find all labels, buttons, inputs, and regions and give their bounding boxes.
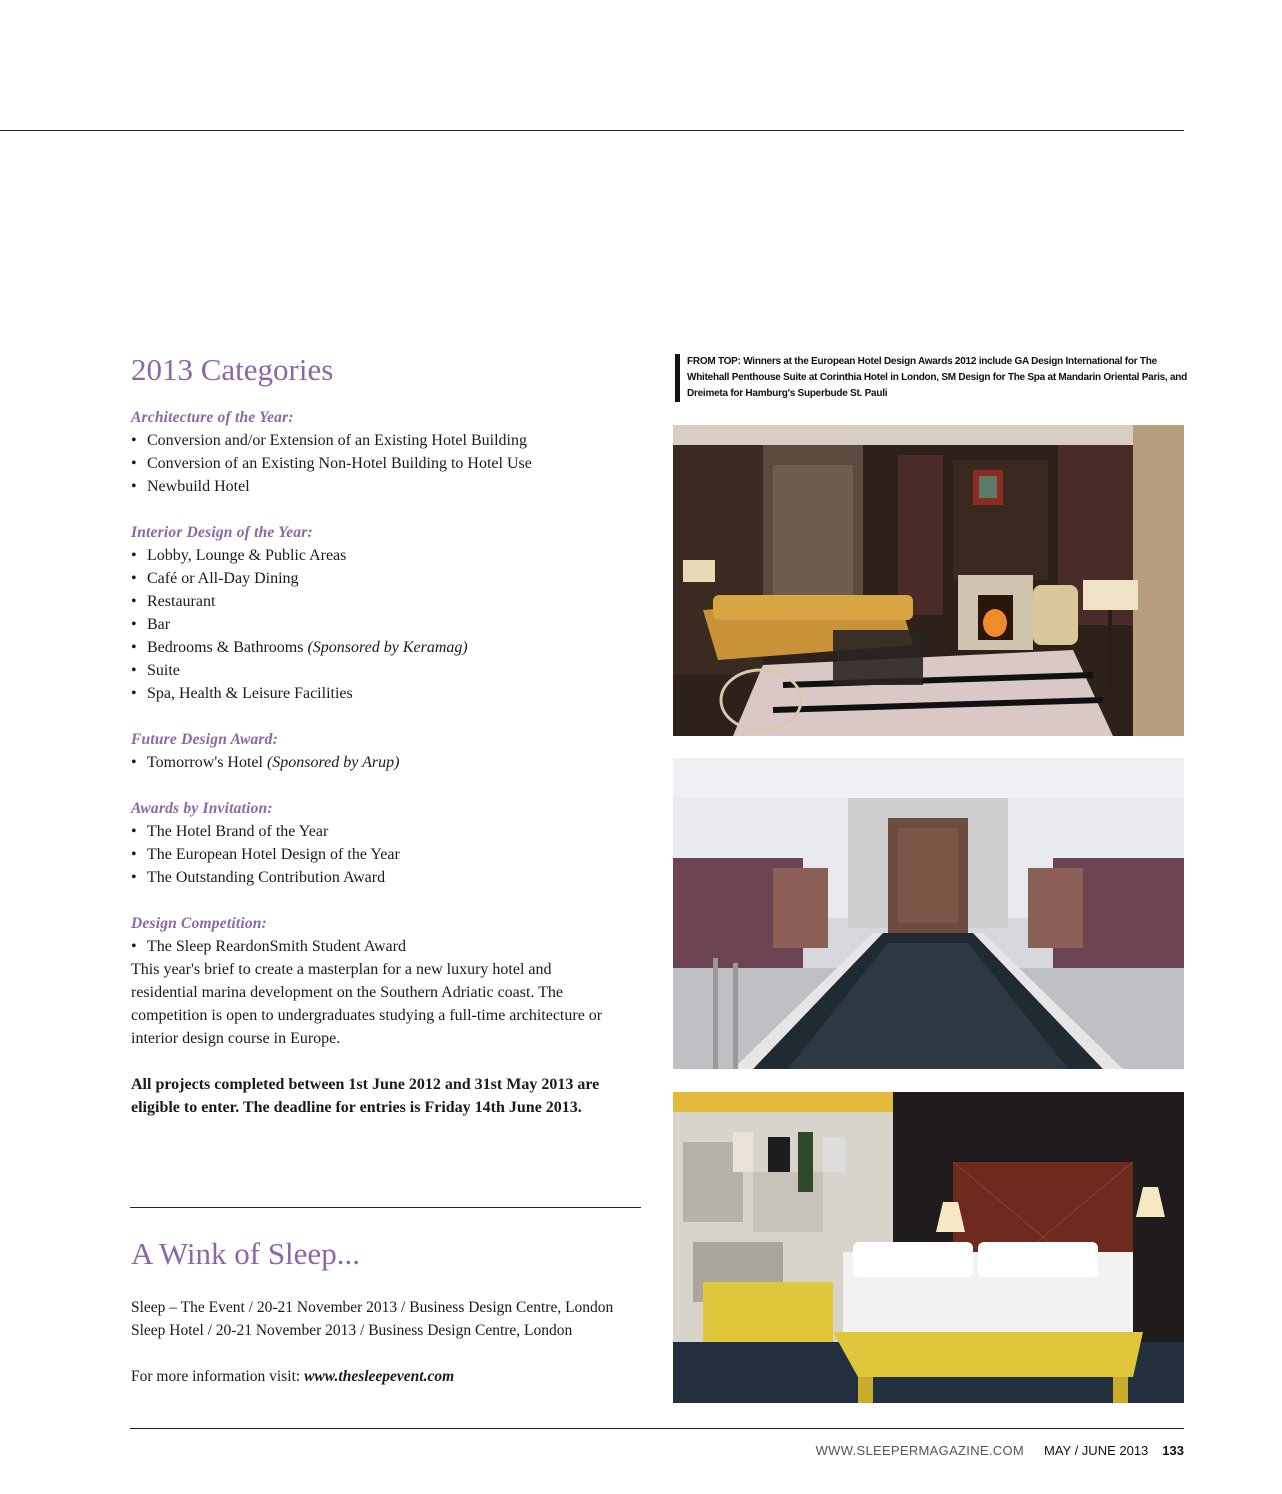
bullet: •	[131, 639, 137, 656]
list-item-label: Bar	[147, 616, 171, 633]
list-item-label: The Hotel Brand of the Year	[147, 823, 329, 840]
list-item	[131, 590, 651, 613]
bullet: •	[131, 823, 137, 840]
list-item-label: Tomorrow's Hotel	[147, 754, 263, 771]
architecture-list	[131, 429, 651, 498]
list-item	[131, 820, 651, 843]
footer-website[interactable]: WWW.SLEEPERMAGAZINE.COM	[815, 1443, 1024, 1458]
competition-brief: This year's brief to create a masterplan for a new luxury hotel and residential marina development on the Southern Adriatic coast. The competition is open to undergraduates studying a full-time architecture or interior design course in Europe.	[131, 961, 603, 1047]
more-info	[131, 1365, 691, 1388]
future-list	[131, 751, 651, 774]
architecture-heading: Architecture of the Year:	[131, 409, 294, 426]
categories-title: 2013 Categories	[131, 352, 334, 387]
spa-illustration	[673, 758, 1184, 1069]
photo-caption: FROM TOP: Winners at the European Hotel Design Awards 2012 include GA Design International for The Whitehall Penthouse Suite at Corinthia Hotel in London, SM Design for The Spa at Mandarin Oriental Paris, and Dreimeta for Hamburg's Superbude St. Pauli	[675, 354, 1199, 402]
list-item	[131, 613, 651, 636]
list-item-label: The Sleep ReardonSmith Student Award	[147, 938, 406, 955]
list-item	[131, 659, 651, 682]
list-item	[131, 866, 651, 889]
bullet: •	[131, 938, 137, 955]
bullet: •	[131, 662, 137, 679]
list-item-label: The Outstanding Contribution Award	[147, 869, 386, 886]
sponsor-note: (Sponsored by Arup)	[266, 754, 400, 771]
invitation-heading: Awards by Invitation:	[131, 800, 273, 817]
lounge-illustration	[673, 425, 1184, 736]
list-item-label: Conversion and/or Extension of an Existing Hotel Building	[147, 432, 527, 449]
bullet: •	[131, 432, 137, 449]
competition-heading: Design Competition:	[131, 915, 267, 932]
interior-heading: Interior Design of the Year:	[131, 524, 313, 541]
competition-list	[131, 935, 651, 958]
list-item-label: Café or All-Day Dining	[147, 570, 299, 587]
list-item	[131, 682, 651, 705]
list-item-label: The European Hotel Design of the Year	[147, 846, 400, 863]
eligibility-note: All projects completed between 1st June 2012 and 31st May 2013 are eligible to enter. The deadline for entries is Friday 14th June 2013.	[131, 1076, 600, 1116]
list-item-label: Bedrooms & Bathrooms	[147, 639, 304, 656]
list-item-label: Suite	[147, 662, 180, 679]
list-item	[131, 843, 651, 866]
wink-section	[131, 1234, 691, 1388]
list-item	[131, 544, 651, 567]
page-footer	[816, 1442, 1184, 1460]
bullet: •	[131, 846, 137, 863]
list-item-label: Newbuild Hotel	[147, 478, 250, 495]
list-item-label: Lobby, Lounge & Public Areas	[147, 547, 347, 564]
bullet: •	[131, 593, 137, 610]
photo-spa	[673, 758, 1184, 1069]
list-item	[131, 751, 651, 774]
bullet: •	[131, 869, 137, 886]
list-item	[131, 475, 651, 498]
footer-issue: MAY / JUNE 2013	[1044, 1443, 1149, 1458]
bedroom-illustration	[673, 1092, 1184, 1403]
bullet: •	[131, 478, 137, 495]
wink-title: A Wink of Sleep...	[131, 1236, 360, 1271]
bullet: •	[131, 455, 137, 472]
section-divider	[130, 1207, 641, 1208]
list-item-label: Spa, Health & Leisure Facilities	[147, 685, 353, 702]
top-divider	[0, 130, 1184, 131]
list-item-label: Restaurant	[147, 593, 216, 610]
list-item-label: Conversion of an Existing Non-Hotel Building to Hotel Use	[147, 455, 532, 472]
event-line-2: Sleep Hotel / 20-21 November 2013 / Business Design Centre, London	[131, 1322, 573, 1339]
event-line-1: Sleep – The Event / 20-21 November 2013 / Business Design Centre, London	[131, 1299, 614, 1316]
bullet: •	[131, 754, 137, 771]
bullet: •	[131, 616, 137, 633]
sponsor-note: (Sponsored by Keramag)	[307, 639, 468, 656]
invitation-list	[131, 820, 651, 889]
page-number: 133	[1162, 1443, 1184, 1458]
interior-list	[131, 544, 651, 705]
bullet: •	[131, 570, 137, 587]
future-heading: Future Design Award:	[131, 731, 278, 748]
bullet: •	[131, 685, 137, 702]
list-item	[131, 429, 651, 452]
bullet: •	[131, 547, 137, 564]
more-info-label: For more information visit:	[131, 1368, 301, 1385]
categories-column	[131, 350, 651, 1119]
photo-lounge	[673, 425, 1184, 736]
list-item	[131, 935, 651, 958]
more-info-link[interactable]: www.thesleepevent.com	[304, 1368, 455, 1385]
list-item	[131, 567, 651, 590]
photo-bedroom	[673, 1092, 1184, 1403]
footer-divider	[130, 1428, 1184, 1429]
list-item	[131, 452, 651, 475]
list-item	[131, 636, 651, 659]
